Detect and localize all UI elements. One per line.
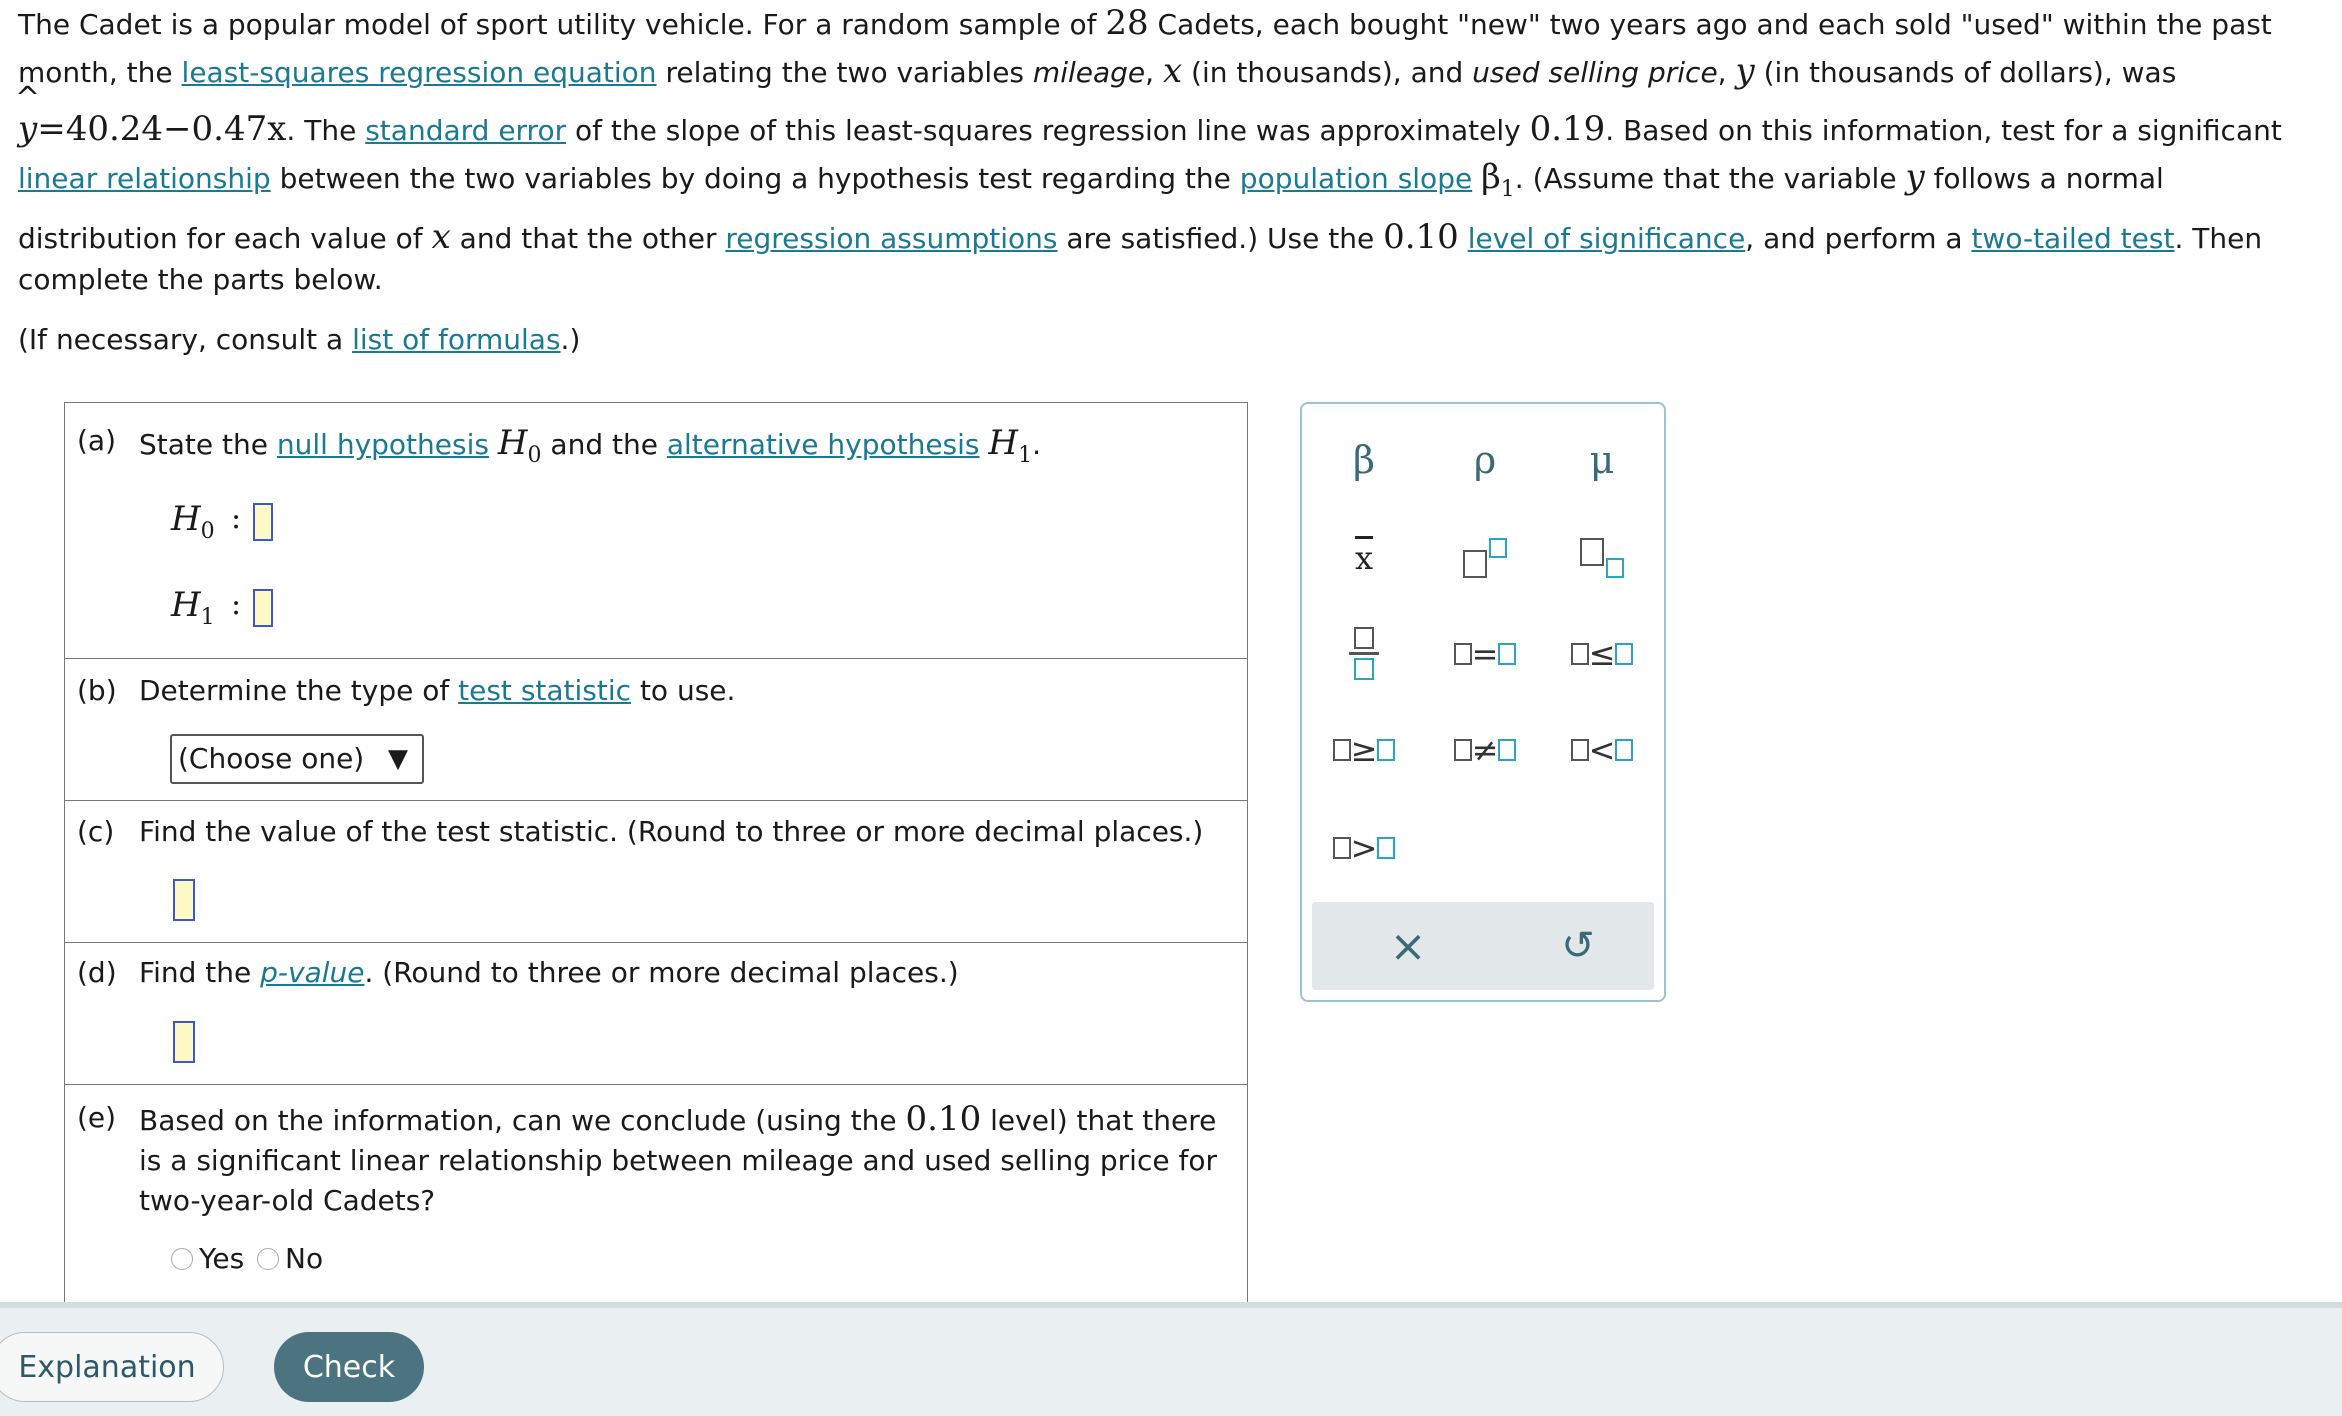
subscript-icon [1576,538,1628,578]
mu-button[interactable]: μ [1589,438,1615,482]
link-two-tailed-test[interactable]: two-tailed test [1971,222,2175,255]
part-a: (a) State the null hypothesis $H_0$ and the alternative hypothesis $H_1$. $H_0$ : $H_1$ : [65,403,1247,659]
not-equal-icon: ≠ [1454,731,1517,769]
y-hat: ^ y [15,81,41,149]
not-equal-button[interactable] [1445,720,1525,780]
undo-button[interactable] [1538,916,1618,976]
link-least-squares-regression-equation[interactable]: least-squares regression equation [181,56,657,89]
h1-label: $H_1$ [171,585,215,630]
clear-button[interactable] [1368,916,1448,976]
link-regression-assumptions[interactable]: regression assumptions [725,222,1058,255]
less-equal-icon: ≤ [1571,635,1634,673]
subscript-button[interactable] [1562,528,1642,588]
alpha-value: 0.10 [1383,217,1459,257]
part-a-label: (a) [77,424,117,457]
radio-no-label[interactable]: No [285,1242,324,1275]
problem-line-4: linear relationship between the two variables by doing a hypothesis test regarding the population slope $\beta_1$. (Assume that the variable y follows a normal [18,157,2164,202]
rho-button[interactable]: ρ [1473,438,1497,482]
link-alternative-hypothesis[interactable]: alternative hypothesis [666,428,980,461]
radio-yes-label[interactable]: Yes [199,1242,245,1275]
part-a-prompt: State the null hypothesis $H_0$ and the alternative hypothesis $H_1$. [139,423,1041,468]
part-b [65,659,1247,801]
bottom-bar [0,1302,2342,1416]
part-b-label: (b) [77,674,117,707]
xbar-button[interactable]: $\overline{x}$ [1354,539,1374,577]
link-population-slope[interactable]: population slope [1239,162,1473,195]
hat-icon: ^ [15,81,41,116]
greater-equal-icon: ≥ [1333,731,1396,769]
beta-button[interactable]: β [1353,438,1375,482]
part-e-prompt-line-1: Based on the information, can we conclude (using the 0.10 level) that there [139,1099,1217,1139]
consult-formulas: (If necessary, consult a list of formulas.) [18,323,581,356]
problem-line-2: month, the least-squares regression equation relating the two variables mileage, x (in thousands), and used selling price, y (in thousands of dollars), was [18,51,2177,91]
question-table [64,402,1248,1302]
standard-error-value: 0.19 [1529,109,1606,149]
test-statistic-select[interactable]: (Choose one) ▼ [170,734,424,784]
part-c [65,801,1247,943]
problem-line-6: complete the parts below. [18,263,383,296]
part-e-prompt-line-3: two-year-old Cadets? [139,1184,436,1217]
test-statistic-input[interactable] [173,879,195,921]
h0-label: $H_0$ [171,499,215,544]
less-equal-button[interactable] [1562,624,1642,684]
dropdown-arrow-icon: ▼ [388,744,408,774]
fraction-icon [1349,627,1379,681]
h0-input[interactable] [253,503,273,541]
sample-size: 28 [1105,3,1149,43]
radio-yes[interactable] [171,1248,193,1270]
part-e-label: (e) [77,1101,117,1134]
link-level-of-significance[interactable]: level of significance [1467,222,1746,255]
p-value-input[interactable] [173,1021,195,1063]
less-than-icon: < [1571,731,1634,769]
part-e-prompt-line-2: is a significant linear relationship between mileage and used selling price for [139,1144,1217,1177]
part-d-prompt: Find the p-value. (Round to three or more decimal places.) [139,956,959,989]
problem-line-1: The Cadet is a popular model of sport utility vehicle. For a random sample of 28 Cadets, each bought "new" two years ago and each sold "used" within the past [18,3,2272,43]
superscript-icon [1459,538,1511,578]
beta-1: $\beta_1$ [1481,157,1515,202]
part-c-prompt: Find the value of the test statistic. (Round to three or more decimal places.) [139,815,1204,848]
part-c-label: (c) [77,815,115,848]
check-button[interactable]: Check [274,1332,424,1402]
equals-icon: = [1454,635,1517,673]
part-e [65,1085,1247,1303]
greater-than-icon: > [1333,829,1396,867]
h1-input[interactable] [253,589,273,627]
greater-than-button[interactable] [1324,818,1404,878]
undo-icon: ↺ [1561,923,1595,969]
part-d [65,943,1247,1085]
part-d-label: (d) [77,956,117,989]
superscript-button[interactable] [1445,528,1525,588]
link-null-hypothesis[interactable]: null hypothesis [276,428,489,461]
link-p-value[interactable]: p-value [260,956,365,989]
link-list-of-formulas[interactable]: list of formulas [352,323,561,356]
radio-no[interactable] [257,1248,279,1270]
problem-line-5: distribution for each value of x and that the other regression assumptions are satisfied.) Use the 0.10 level of significance, and perform a two-tailed test. Then [18,217,2263,257]
problem-line-3: ^ y=40.24−0.47x. The standard error of the slope of this least-squares regression line was approximately 0.19. Based on this information, test for a significant [18,106,2282,154]
link-linear-relationship[interactable]: linear relationship [18,162,271,195]
palette-footer [1312,902,1654,990]
equals-button[interactable] [1445,624,1525,684]
less-than-button[interactable] [1562,720,1642,780]
close-icon: × [1389,920,1427,972]
regression-equation: =40.24−0.47x [37,109,287,149]
greater-equal-button[interactable] [1324,720,1404,780]
link-test-statistic[interactable]: test statistic [458,674,632,707]
part-b-prompt: Determine the type of test statistic to use. [139,674,736,707]
explanation-button[interactable]: Explanation [0,1332,224,1402]
symbol-palette [1300,402,1666,1002]
fraction-button[interactable] [1324,624,1404,684]
link-standard-error[interactable]: standard error [365,114,567,147]
